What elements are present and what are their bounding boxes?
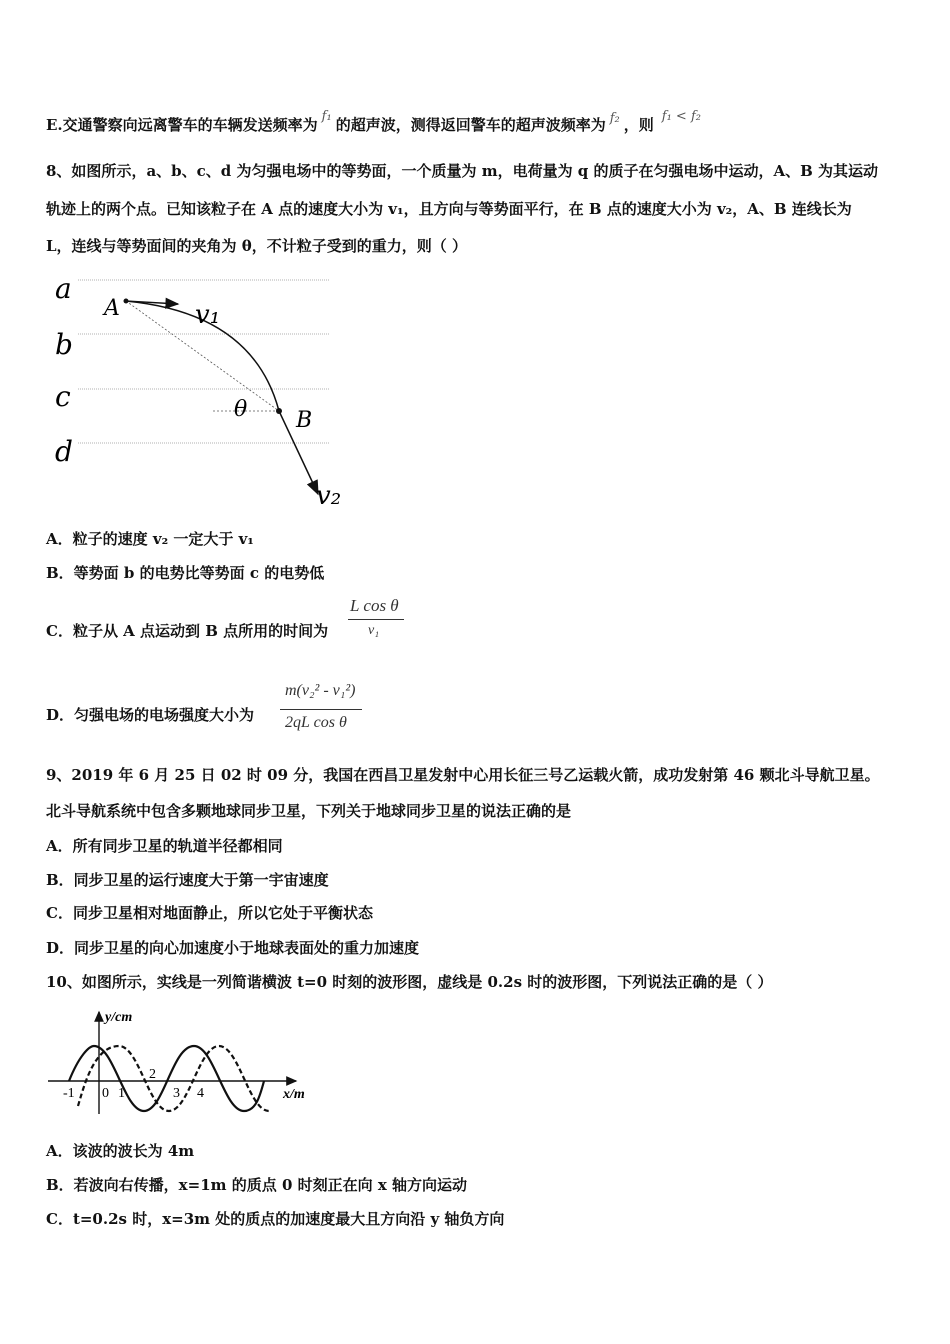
tick-3: 3: [173, 1086, 180, 1101]
q8-option-d: D．匀强电场的电场强度大小为: [46, 706, 255, 724]
option-d-fraction-bar: [280, 709, 362, 710]
q9-option-c: C．同步卫星相对地面静止，所以它处于平衡状态: [46, 904, 373, 922]
plane-b-label: b: [55, 328, 73, 361]
f2-symbol: f₂: [609, 111, 620, 126]
point-b-label: B: [296, 408, 313, 433]
option-c-numerator: L cos θ: [350, 596, 399, 615]
q9-option-b: B．同步卫星的运行速度大于第一宇宙速度: [46, 871, 329, 889]
option-d-denominator: 2qL cos θ: [285, 714, 347, 731]
tick-2: 2: [149, 1067, 156, 1082]
q9-option-a: A．所有同步卫星的轨道半径都相同: [46, 837, 283, 855]
plane-d-label: d: [55, 435, 73, 468]
q10-option-b: B．若波向右传播，x=1m 的质点 0 时刻正在向 x 轴方向运动: [46, 1176, 467, 1194]
point-a-dot: [124, 299, 129, 304]
f-relation: f₁ < f₂: [661, 109, 701, 124]
point-b-dot: [276, 408, 282, 414]
q10-line1: 10、如图所示，实线是一列简谐横波 t=0 时刻的波形图，虚线是 0.2s 时的波形图，下列说法正确的是（ ）: [46, 973, 773, 991]
solid-wave-t0: [69, 1046, 264, 1111]
trajectory-curve: [126, 301, 318, 494]
x-axis-label: x/m: [283, 1087, 305, 1102]
v1-label: v₁: [195, 300, 221, 330]
v2-label: v₂: [316, 481, 342, 511]
f1-symbol: f₁: [321, 109, 332, 124]
plane-c-label: c: [55, 380, 71, 413]
option-c-fraction-bar: [348, 619, 404, 620]
y-axis-label: y/cm: [105, 1010, 133, 1025]
option-d-numerator: m(v₂² - v₁²): [285, 682, 356, 699]
option-e-prefix: E.交通警察向远离警车的车辆发送频率为: [46, 116, 318, 134]
point-a-label: A: [104, 296, 120, 321]
option-e-mid: 的超声波，测得返回警车的超声波频率为: [335, 116, 606, 134]
q10-option-c: C．t=0.2s 时，x=3m 处的质点的加速度最大且方向沿 y 轴负方向: [46, 1210, 505, 1228]
theta-label: θ: [234, 397, 248, 422]
q10-wave-figure: [46, 1006, 318, 1118]
option-c-denominator: v₁: [368, 623, 380, 638]
q9-option-d: D．同步卫星的向心加速度小于地球表面处的重力加速度: [46, 939, 420, 957]
q9-line1: 9、2019 年 6 月 25 日 02 时 09 分，我国在西昌卫星发射中心用长征三号乙运载火箭，成功发射第 46 颗北斗导航卫星。: [46, 766, 880, 784]
tick-minus1: -1: [63, 1086, 75, 1101]
q8-line1: 8、如图所示，a、b、c、d 为匀强电场中的等势面，一个质量为 m，电荷量为 q 的质子在匀强电场中运动，A、B 为其运动: [46, 162, 879, 180]
tick-4: 4: [197, 1086, 204, 1101]
q8-option-c: C．粒子从 A 点运动到 B 点所用的时间为: [46, 622, 329, 640]
q8-line3: L，连线与等势面间的夹角为 θ，不计粒子受到的重力，则（ ）: [46, 237, 467, 255]
tick-1: 1: [118, 1086, 125, 1101]
tick-0: 0: [102, 1086, 109, 1101]
plane-a-label: a: [55, 272, 72, 305]
q9-line2: 北斗导航系统中包含多颗地球同步卫星，下列关于地球同步卫星的说法正确的是: [46, 802, 572, 820]
q10-option-a: A．该波的波长为 4m: [46, 1142, 195, 1160]
q8-figure: [48, 268, 358, 513]
q8-line2: 轨迹上的两个点。已知该粒子在 A 点的速度大小为 v₁，且方向与等势面平行，在 B 点的速度大小为 v₂，A、B 连线长为: [46, 200, 852, 218]
q8-option-b: B．等势面 b 的电势比等势面 c 的电势低: [46, 564, 325, 582]
option-e-then: ，则: [623, 116, 654, 134]
option-e-line: [46, 109, 701, 137]
q8-option-a: A．粒子的速度 v₂ 一定大于 v₁: [46, 530, 254, 548]
